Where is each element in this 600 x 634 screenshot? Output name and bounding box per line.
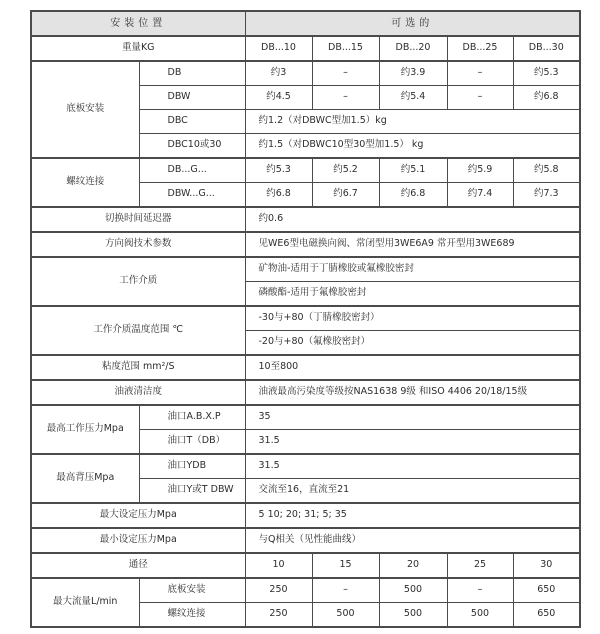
value-cell: 20 bbox=[379, 553, 447, 578]
table-row bbox=[31, 380, 580, 405]
value-cell: 约5.4 bbox=[379, 86, 447, 110]
value-cell: 500 bbox=[379, 603, 447, 628]
value-cell: 约3 bbox=[245, 61, 312, 86]
sub-label-cell: DBW...G... bbox=[139, 183, 245, 208]
value-cell: 31.5 bbox=[245, 454, 580, 479]
value-cell: 约5.3 bbox=[245, 158, 312, 183]
table-row bbox=[31, 232, 580, 257]
value-cell: -20与+80（氟橡胶密封） bbox=[245, 331, 580, 356]
group-label-cell: 最高工作压力Mpa bbox=[31, 405, 139, 454]
value-cell: 见WE6型电磁换向阀、常闭型用3WE6A9 常开型用3WE689 bbox=[245, 232, 580, 257]
value-cell: 5 10; 20; 31; 5; 35 bbox=[245, 503, 580, 528]
row-label-cell: 方向阀技术参数 bbox=[31, 232, 245, 257]
value-cell: – bbox=[447, 61, 513, 86]
row-label-cell: 工作介质 bbox=[31, 257, 245, 306]
sub-label-cell: DBC10或30 bbox=[139, 134, 245, 159]
table-row bbox=[31, 503, 580, 528]
table-row bbox=[31, 207, 580, 232]
value-cell: 650 bbox=[513, 578, 580, 603]
value-cell: 约3.9 bbox=[379, 61, 447, 86]
value-cell: 10 bbox=[245, 553, 312, 578]
row-label-cell: 通径 bbox=[31, 553, 245, 578]
table-row bbox=[31, 578, 580, 603]
value-cell: – bbox=[312, 86, 379, 110]
value-cell: 约7.3 bbox=[513, 183, 580, 208]
row-label-cell: 粘度范围 mm²/S bbox=[31, 355, 245, 380]
group-label-cell: 最高背压Mpa bbox=[31, 454, 139, 503]
value-cell: 矿物油-适用于丁腈橡胶或氟橡胶密封 bbox=[245, 257, 580, 282]
row-label-cell: 工作介质温度范围 ℃ bbox=[31, 306, 245, 355]
group-label-cell: 最大流量L/min bbox=[31, 578, 139, 627]
col-header-cell: DB...20 bbox=[379, 36, 447, 61]
value-cell: 与Q相关（见性能曲线） bbox=[245, 528, 580, 553]
value-cell: 10至800 bbox=[245, 355, 580, 380]
value-cell: 约5.2 bbox=[312, 158, 379, 183]
value-cell: 35 bbox=[245, 405, 580, 430]
table-row bbox=[31, 528, 580, 553]
value-cell: 25 bbox=[447, 553, 513, 578]
sub-label-cell: DBC bbox=[139, 110, 245, 134]
value-cell: – bbox=[447, 86, 513, 110]
table-row bbox=[31, 355, 580, 380]
value-cell: 500 bbox=[379, 578, 447, 603]
col-header-cell: DB...25 bbox=[447, 36, 513, 61]
value-cell: 500 bbox=[447, 603, 513, 628]
value-cell: 31.5 bbox=[245, 430, 580, 455]
row-label-cell: 最小设定压力Mpa bbox=[31, 528, 245, 553]
value-cell: 约6.8 bbox=[379, 183, 447, 208]
table-header-right: 可选的 bbox=[245, 11, 580, 36]
value-cell: 约6.8 bbox=[513, 86, 580, 110]
value-cell: 磷酸酯-适用于氟橡胶密封 bbox=[245, 282, 580, 307]
value-cell: 约6.7 bbox=[312, 183, 379, 208]
value-cell: 30 bbox=[513, 553, 580, 578]
value-cell: – bbox=[312, 578, 379, 603]
value-cell: 约7.4 bbox=[447, 183, 513, 208]
table-row bbox=[31, 405, 580, 430]
value-cell: 250 bbox=[245, 603, 312, 628]
col-header-cell: DB...15 bbox=[312, 36, 379, 61]
group-label-cell: 底板安装 bbox=[31, 61, 139, 158]
value-cell: 500 bbox=[312, 603, 379, 628]
value-cell: – bbox=[447, 578, 513, 603]
table-header-left: 安装位置 bbox=[31, 11, 245, 36]
row-label-cell: 重量KG bbox=[31, 36, 245, 61]
row-label-cell: 最大设定压力Mpa bbox=[31, 503, 245, 528]
col-header-cell: DB...10 bbox=[245, 36, 312, 61]
sub-label-cell: 底板安装 bbox=[139, 578, 245, 603]
table-row bbox=[31, 454, 580, 479]
sub-label-cell: 螺纹连接 bbox=[139, 603, 245, 628]
value-cell: 约5.9 bbox=[447, 158, 513, 183]
sub-label-cell: DBW bbox=[139, 86, 245, 110]
sub-label-cell: DB bbox=[139, 61, 245, 86]
col-header-cell: DB...30 bbox=[513, 36, 580, 61]
value-cell: 油液最高污染度等级按NAS1638 9级 和ISO 4406 20/18/15级 bbox=[245, 380, 580, 405]
sub-label-cell: DB...G... bbox=[139, 158, 245, 183]
table-header-row bbox=[31, 11, 580, 36]
value-cell: 约6.8 bbox=[245, 183, 312, 208]
group-label-cell: 螺纹连接 bbox=[31, 158, 139, 207]
table-row bbox=[31, 36, 580, 61]
sub-label-cell: 油口A.B.X.P bbox=[139, 405, 245, 430]
value-cell: 约5.3 bbox=[513, 61, 580, 86]
table-row bbox=[31, 158, 580, 183]
sub-label-cell: 油口T（DB） bbox=[139, 430, 245, 455]
value-cell: -30与+80（丁腈橡胶密封） bbox=[245, 306, 580, 331]
value-cell: 约1.5（对DBWC10型30型加1.5） kg bbox=[245, 134, 580, 159]
value-cell: 约1.2（对DBWC型加1.5）kg bbox=[245, 110, 580, 134]
table-row bbox=[31, 61, 580, 86]
value-cell: – bbox=[312, 61, 379, 86]
value-cell: 250 bbox=[245, 578, 312, 603]
table-row bbox=[31, 257, 580, 282]
row-label-cell: 切换时间延迟器 bbox=[31, 207, 245, 232]
value-cell: 交流至16，直流至21 bbox=[245, 479, 580, 504]
value-cell: 15 bbox=[312, 553, 379, 578]
table-row bbox=[31, 553, 580, 578]
spec-table bbox=[30, 10, 581, 628]
row-label-cell: 油液清洁度 bbox=[31, 380, 245, 405]
value-cell: 约5.8 bbox=[513, 158, 580, 183]
sub-label-cell: 油口YDB bbox=[139, 454, 245, 479]
value-cell: 约5.1 bbox=[379, 158, 447, 183]
table-row bbox=[31, 306, 580, 331]
sub-label-cell: 油口Y或T DBW bbox=[139, 479, 245, 504]
value-cell: 约0.6 bbox=[245, 207, 580, 232]
value-cell: 约4.5 bbox=[245, 86, 312, 110]
value-cell: 650 bbox=[513, 603, 580, 628]
